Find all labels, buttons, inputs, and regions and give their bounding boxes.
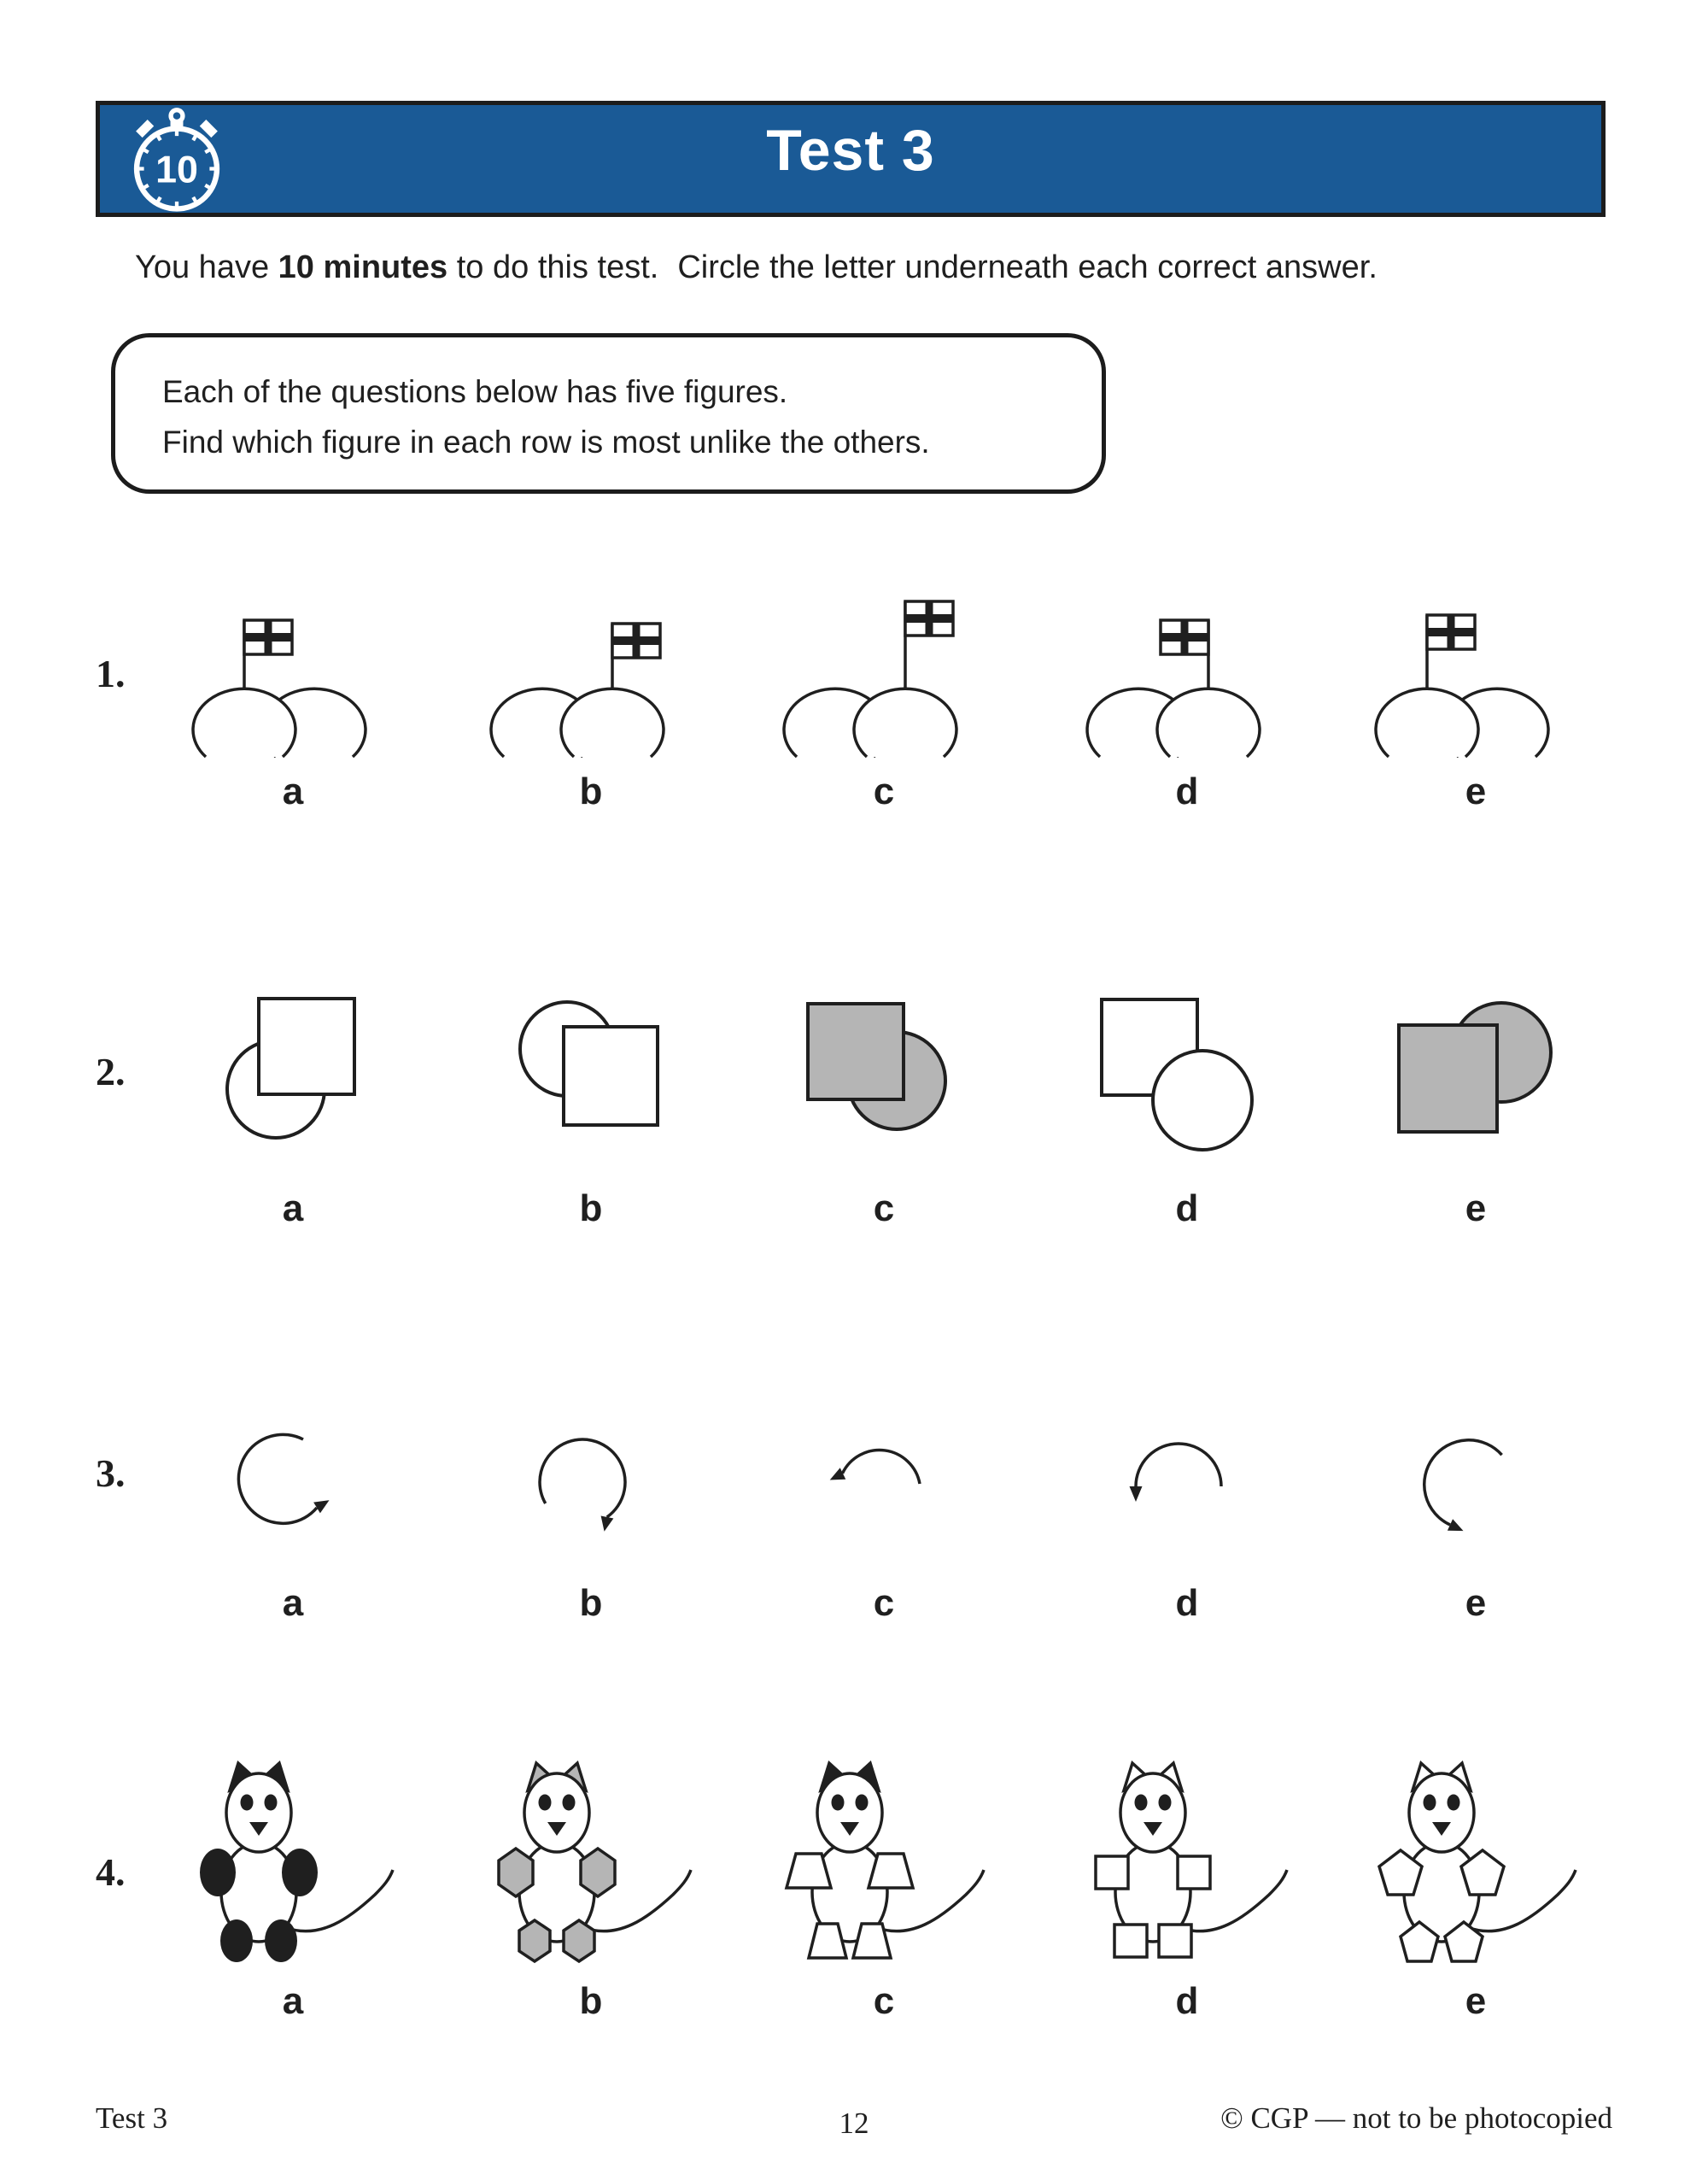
question-1-number: 1. [96,652,126,695]
q4-answer-a[interactable]: a [282,1980,304,2022]
q3-answer-b[interactable]: b [579,1582,603,1624]
q1-answer-d[interactable]: d [1175,771,1199,812]
test-instructions [135,249,1629,286]
q1-option-b-figure [480,598,702,773]
q1-answer-c[interactable]: c [873,771,895,812]
q3-option-d-figure [1076,1401,1298,1576]
q3-answer-c[interactable]: c [873,1582,895,1624]
q1-answer-b[interactable]: b [579,771,603,812]
q4-option-e-figure [1356,1760,1595,1969]
q2-option-d-figure [1076,974,1298,1175]
q2-answer-d[interactable]: d [1175,1187,1199,1229]
q2-option-c-figure [773,974,995,1175]
q3-option-a-figure [182,1401,404,1576]
q3-option-e-figure [1365,1401,1587,1576]
instruction-line1: Each of the questions below has five figures. [162,374,788,409]
q1-answer-e[interactable]: e [1465,771,1487,812]
q2-option-a-figure [182,974,404,1175]
question-type-instruction-box [111,333,1106,494]
page-title: Test 3 [766,118,935,183]
q2-answer-c[interactable]: c [873,1187,895,1229]
q3-answer-e[interactable]: e [1465,1582,1487,1624]
footer-page-number: 12 [839,2107,869,2140]
intro-part2: to do this test. [447,249,659,285]
question-3-number: 3. [96,1451,126,1495]
q3-option-c-figure [773,1401,995,1576]
q4-answer-c[interactable]: c [873,1980,895,2022]
q4-answer-d[interactable]: d [1175,1980,1199,2022]
q4-option-c-figure [764,1760,1003,1969]
q3-option-b-figure [480,1401,702,1576]
footer-test-name: Test 3 [96,2101,168,2135]
q3-answer-d[interactable]: d [1175,1582,1199,1624]
q4-option-d-figure [1068,1760,1307,1969]
q1-option-c-figure [773,598,995,773]
q1-option-e-figure [1365,598,1587,773]
intro-part3: Circle the letter underneath each correct answer. [677,249,1378,285]
q2-option-e-figure [1365,974,1587,1175]
q3-answer-a[interactable]: a [282,1582,304,1624]
q2-option-b-figure [480,974,702,1175]
q2-answer-a[interactable]: a [282,1187,304,1229]
question-2-number: 2. [96,1050,126,1093]
q1-option-a-figure [182,598,404,773]
test-banner [96,101,1606,217]
q4-answer-e[interactable]: e [1465,1980,1487,2022]
q4-answer-b[interactable]: b [579,1980,603,2022]
timer-minutes: 10 [155,148,198,191]
q4-option-a-figure [173,1760,412,1969]
footer-copyright: © CGP — not to be photocopied [1220,2101,1612,2135]
q2-answer-e[interactable]: e [1465,1187,1487,1229]
q1-option-d-figure [1076,598,1298,773]
instruction-line2: Find which figure in each row is most unlike the others. [162,425,930,460]
intro-time-bold: 10 minutes [278,249,448,285]
q4-option-b-figure [471,1760,711,1969]
q1-answer-a[interactable]: a [282,771,304,812]
intro-part1: You have [135,249,278,285]
q2-answer-b[interactable]: b [579,1187,603,1229]
question-4-number: 4. [96,1850,126,1894]
